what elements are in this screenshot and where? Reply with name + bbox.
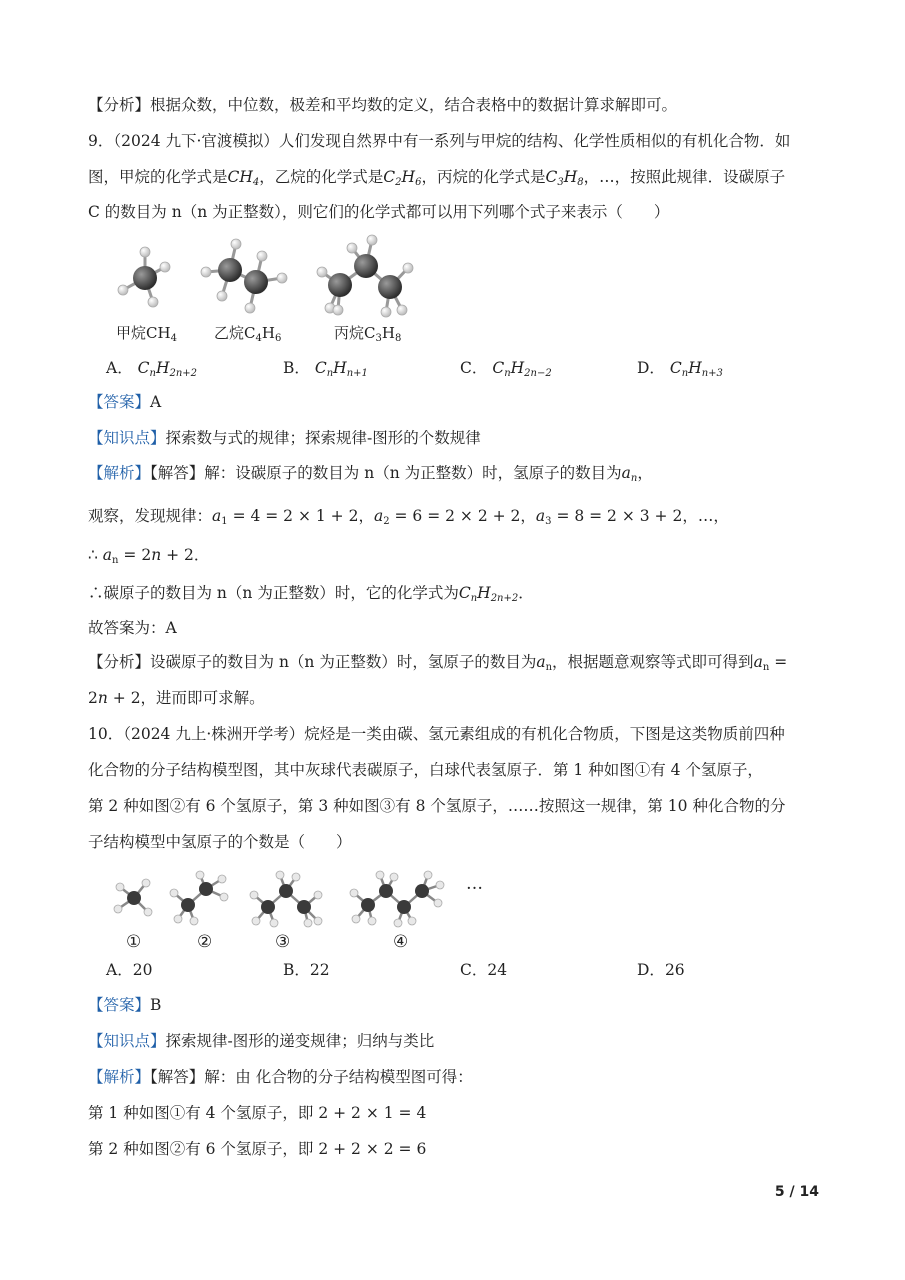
carbon-atom <box>279 884 293 898</box>
mol-label-propane: 丙烷$C_3H_8$ <box>334 324 402 344</box>
q9-text-d: ，…，按照此规律．设碳原子 <box>583 168 786 186</box>
q9-answer: 【答案】A <box>88 393 162 411</box>
hydrogen-atom <box>277 273 287 283</box>
mol-label-ethane: 乙烷$C_4H_6$ <box>214 324 282 344</box>
q9-text-b: ，乙烷的化学式是 <box>259 168 384 186</box>
q10-stem-line2: 化合物的分子结构模型图，其中灰球代表碳原子，白球代表氢原子．第 1 种如图①有 4 个氢原子， <box>88 761 763 779</box>
q10-molecule-figure <box>0 865 905 935</box>
hydrogen-atom <box>350 889 358 897</box>
hydrogen-atom <box>292 873 300 881</box>
hydrogen-atom <box>304 919 312 927</box>
carbon-atom <box>199 882 213 896</box>
q9-solution-line1: 【解析】【解答】解：设碳原子的数目为 n（n 为正整数）时，氢原子的数目为$a_n$， <box>88 464 653 484</box>
q9-option-d: D． $C_nH_{n+3}$ <box>637 359 723 379</box>
ethane-model <box>201 239 287 313</box>
q10-option-a: A．20 <box>106 961 153 979</box>
q10-label-3: ③ <box>275 932 291 952</box>
q9-solution-line3: ∴ $a_n = 2n + 2$． <box>88 546 210 566</box>
alkane-model-3 <box>250 871 322 927</box>
hydrogen-atom <box>394 919 402 927</box>
hydrogen-atom <box>368 917 376 925</box>
q9-stem-line3: C 的数目为 n（n 为正整数），则它们的化学式都可以用下列哪个式子来表示（ ） <box>88 203 670 221</box>
carbon-atom <box>328 273 352 297</box>
methane-model <box>118 247 170 307</box>
mol-label-methane: 甲烷$CH_4$ <box>116 324 177 344</box>
hydrogen-atom <box>347 243 357 253</box>
hydrogen-atom <box>314 917 322 925</box>
q10-label-1: ① <box>126 932 142 952</box>
q10-stem-line3: 第 2 种如图②有 6 个氢原子，第 3 种如图③有 8 个氢原子，……按照这一规律，第 10 种化合物的分 <box>88 797 786 815</box>
alkane-model-4 <box>350 871 444 927</box>
hydrogen-atom <box>270 919 278 927</box>
hydrogen-atom <box>314 891 322 899</box>
formula-ch4: $CH_4$ <box>227 168 260 188</box>
hydrogen-atom <box>218 875 226 883</box>
carbon-atom <box>218 258 242 282</box>
alkane-model-2 <box>170 871 228 925</box>
hydrogen-atom <box>333 305 343 315</box>
hydrogen-atom <box>276 871 284 879</box>
hydrogen-atom <box>424 871 432 879</box>
hydrogen-atom <box>174 915 182 923</box>
hydrogen-atom <box>397 305 407 315</box>
hydrogen-atom <box>436 881 444 889</box>
hydrogen-atom <box>231 239 241 249</box>
hydrogen-atom <box>257 251 267 261</box>
hydrogen-atom <box>390 873 398 881</box>
hydrogen-atom <box>245 303 255 313</box>
carbon-atom <box>378 275 402 299</box>
q10-solution-line2: 第 1 种如图①有 4 个氢原子，即 2 + 2 × 1 = 4 <box>88 1104 427 1122</box>
hydrogen-atom <box>201 267 211 277</box>
carbon-atom <box>361 898 375 912</box>
page-number: 5 / 14 <box>774 1184 819 1200</box>
hydrogen-atom <box>250 891 258 899</box>
formula-c3h8: $C_3H_8$ <box>545 168 584 188</box>
hydrogen-atom <box>160 262 170 272</box>
hydrogen-atom <box>376 871 384 879</box>
q10-solution-line1: 【解析】【解答】解：由 化合物的分子结构模型图可得： <box>88 1068 473 1086</box>
q9-analysis-line1: 【分析】设碳原子的数目为 n（n 为正整数）时，氢原子的数目为$a_n$，根据题意观察等式即可得到$a_n$ = <box>88 653 788 673</box>
hydrogen-atom <box>144 908 152 916</box>
hydrogen-atom <box>220 893 228 901</box>
analysis-text: 根据众数，中位数，极差和平均数的定义，结合表格中的数据计算求解即可。 <box>150 96 678 114</box>
hydrogen-atom <box>403 263 413 273</box>
carbon-atom <box>379 884 393 898</box>
carbon-atom <box>133 266 157 290</box>
q10-label-2: ② <box>197 932 213 952</box>
q9-option-c: C． $C_nH_{2n-2}$ <box>460 359 552 379</box>
hydrogen-atom <box>434 899 442 907</box>
q9-solution-line2: 观察，发现规律：$a_1 = 4 = 2 \times 1 + 2$，$a_2 = 6 = 2 \times 2 + 2$，$a_3 = 8 = 2 \times 3 + 2$，…， <box>88 507 729 527</box>
q9-option-b: B． $C_nH_{n+1}$ <box>283 359 368 379</box>
hydrogen-atom <box>116 883 124 891</box>
q9-solution-line4: ∴碳原子的数目为 n（n 为正整数）时，它的化学式为$C_nH_{2n+2}$． <box>88 584 534 604</box>
q9-stem-line1: 9．（2024 九下·官渡模拟）人们发现自然界中有一系列与甲烷的结构、化学性质相似的有机化合物．如 <box>88 132 791 150</box>
alkane-model-1 <box>114 879 152 916</box>
q10-answer: 【答案】B <box>88 996 162 1014</box>
carbon-atom <box>261 900 275 914</box>
hydrogen-atom <box>381 307 391 317</box>
hydrogen-atom <box>217 291 227 301</box>
hydrogen-atom <box>196 871 204 879</box>
carbon-atom <box>181 898 195 912</box>
q9-text-c: ，丙烷的化学式是 <box>421 168 546 186</box>
hydrogen-atom <box>190 917 198 925</box>
hydrogen-atom <box>252 917 260 925</box>
q10-option-b: B．22 <box>283 961 330 979</box>
carbon-atom <box>354 254 378 278</box>
q10-label-4: ④ <box>393 932 409 952</box>
q10-stem-line4: 子结构模型中氢原子的个数是（ ） <box>88 833 352 851</box>
carbon-atom <box>397 900 411 914</box>
q10-stem-line1: 10．（2024 九上·株洲开学考）烷烃是一类由碳、氢元素组成的有机化合物质，下图是这类物质前四种 <box>88 725 785 743</box>
hydrogen-atom <box>170 889 178 897</box>
q10-option-c: C．24 <box>460 961 508 979</box>
carbon-atom <box>297 900 311 914</box>
carbon-atom <box>244 270 268 294</box>
hydrogen-atom <box>142 879 150 887</box>
q9-option-a: A． $C_nH_{2n+2}$ <box>106 359 198 379</box>
hydrogen-atom <box>317 267 327 277</box>
hydrogen-atom <box>140 247 150 257</box>
q9-stem-line2 <box>88 166 785 194</box>
analysis-tag: 【分析】 <box>88 96 151 114</box>
q10-option-d: D．26 <box>637 961 685 979</box>
carbon-atom <box>127 891 141 905</box>
hydrogen-atom <box>148 297 158 307</box>
prev-analysis-line <box>88 94 677 116</box>
q10-solution-line3: 第 2 种如图②有 6 个氢原子，即 2 + 2 × 2 = 6 <box>88 1140 427 1158</box>
q9-knowledge-point: 【知识点】探索数与式的规律；探索规律-图形的个数规律 <box>88 429 481 447</box>
carbon-atom <box>415 884 429 898</box>
hydrogen-atom <box>114 905 122 913</box>
q9-analysis-line2: 2n + 2，进而即可求解。 <box>88 689 265 707</box>
q9-solution-line5: 故答案为：A <box>88 619 177 637</box>
q9-text-a: 图，甲烷的化学式是 <box>88 168 228 186</box>
q10-ellipsis: … <box>466 874 483 894</box>
hydrogen-atom <box>367 235 377 245</box>
propane-model <box>317 235 413 317</box>
hydrogen-atom <box>118 285 128 295</box>
q10-knowledge-point: 【知识点】探索规律-图形的递变规律；归纳与类比 <box>88 1032 435 1050</box>
formula-c2h6: $C_2H_6$ <box>383 168 422 188</box>
hydrogen-atom <box>352 915 360 923</box>
hydrogen-atom <box>408 917 416 925</box>
